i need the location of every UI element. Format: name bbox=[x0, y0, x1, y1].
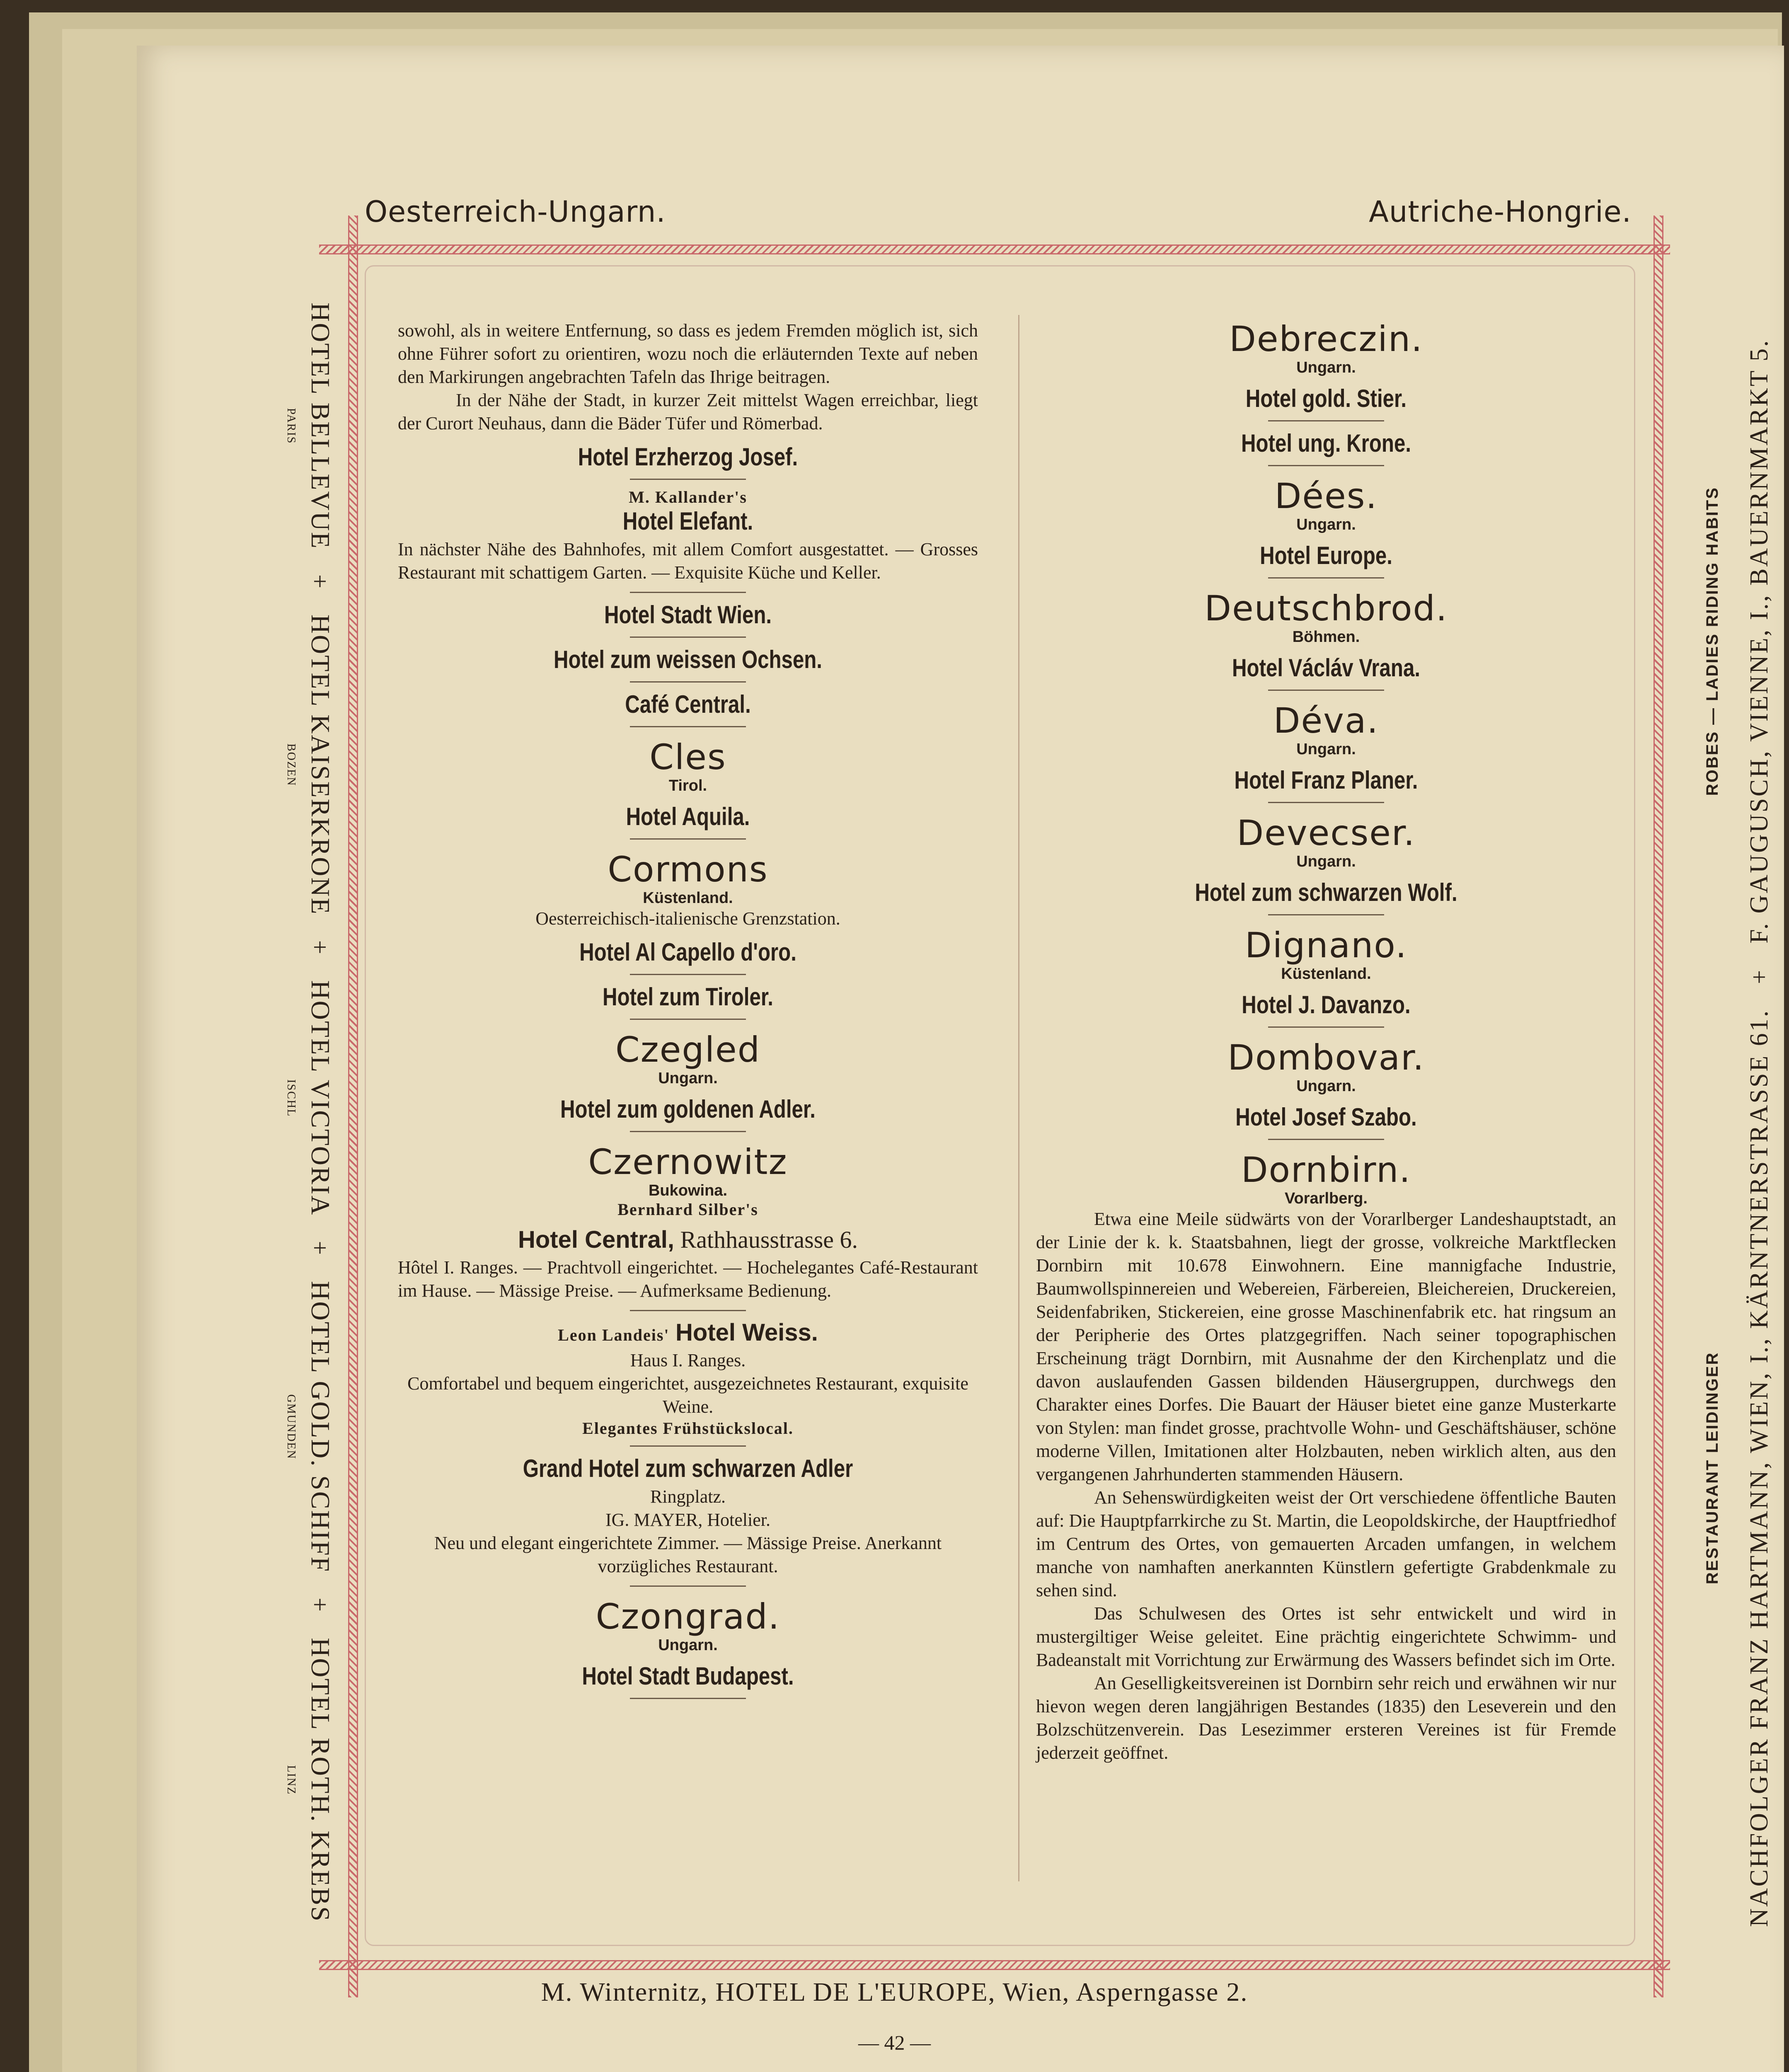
margin-ad-name: HOTEL KAISERKRONE bbox=[306, 614, 335, 915]
town-cles: Cles bbox=[649, 737, 726, 777]
rule bbox=[630, 681, 746, 683]
rule bbox=[630, 838, 746, 840]
rule bbox=[630, 1310, 746, 1311]
rule bbox=[630, 1698, 746, 1699]
rule bbox=[1268, 577, 1384, 579]
intro-paragraph: sowohl, als in weitere Entfernung, so dass es jedem Fremden möglich ist, sich ohne Führer sofort zu orientiren, wozu noch die erläuternden Texte auf neben den Markirungen angebrachten Tafeln das Ihrige beitragen. bbox=[398, 320, 978, 387]
owner-silber: Bernhard Silber's bbox=[617, 1200, 758, 1219]
column-divider bbox=[1018, 315, 1019, 1881]
margin-ad-name: HOTEL ROTH. KREBS bbox=[306, 1638, 335, 1922]
region-cormons: Küstenland. bbox=[643, 889, 733, 907]
frame-right bbox=[1653, 215, 1663, 1997]
town-czongrad: Czongrad. bbox=[596, 1596, 780, 1637]
rule bbox=[630, 974, 746, 975]
hotel-stadt-wien: Hotel Stadt Wien. bbox=[604, 601, 772, 629]
frame-left bbox=[348, 215, 358, 1997]
central-description: Hôtel I. Ranges. — Prachtvoll eingerichtet. — Hochelegantes Café-Restaurant im Hause. — Mässige Preise. — Aufmerksame Bedienung. bbox=[398, 1257, 978, 1301]
margin-ad-gaugusch bbox=[1703, 339, 1774, 944]
town-cormons: Cormons bbox=[608, 849, 768, 890]
margin-ad-city: GMUNDEN bbox=[285, 1394, 298, 1460]
hotel-aquila: Hotel Aquila. bbox=[626, 803, 750, 830]
rule bbox=[1268, 802, 1384, 803]
central-address: Rathhausstrasse 6. bbox=[680, 1226, 858, 1253]
adler-description: Neu und elegant eingerichtete Zimmer. — Mässige Preise. Anerkannt vorzügliches Restaurant. bbox=[434, 1533, 942, 1576]
hotel-erzherzog: Hotel Erzherzog Josef. bbox=[578, 443, 798, 471]
region-dees: Ungarn. bbox=[1296, 516, 1356, 533]
town-deutschbrod: Deutschbrod. bbox=[1204, 588, 1448, 629]
town-devecser: Devecser. bbox=[1237, 813, 1416, 853]
rule bbox=[1268, 1139, 1384, 1140]
region-devecser: Ungarn. bbox=[1296, 853, 1356, 870]
region-dornbirn: Vorarlberg. bbox=[1285, 1190, 1368, 1207]
hotel-central-line bbox=[398, 1226, 978, 1254]
region-dignano: Küstenland. bbox=[1281, 965, 1371, 983]
rule bbox=[630, 1131, 746, 1132]
rule bbox=[630, 1019, 746, 1020]
left-column bbox=[398, 319, 978, 1706]
margin-ad-gold-schiff bbox=[285, 1281, 336, 1573]
cross-ornament: + bbox=[306, 1598, 334, 1613]
margin-ad-text: F. GAUGUSCH, VIENNE, I., BAUERNMARKT 5. bbox=[1745, 339, 1773, 944]
margin-ad-text: NACHFOLGER FRANZ HARTMANN, WIEN, I., KÄRNTNERSTRASSE 61. bbox=[1745, 1009, 1773, 1927]
intro-paragraph-2: In der Nähe der Stadt, in kurzer Zeit mittelst Wagen erreichbar, liegt der Curort Neuhaus, dann die Bäder Tüfer und Römerbad. bbox=[398, 390, 978, 433]
margin-ad-victoria bbox=[285, 980, 336, 1216]
page-number: — 42 — bbox=[858, 2031, 931, 2054]
town-dornbirn: Dornbirn. bbox=[1241, 1150, 1411, 1190]
cross-ornament: + bbox=[306, 574, 334, 590]
town-debreczin: Debreczin. bbox=[1229, 319, 1423, 359]
rule bbox=[630, 637, 746, 638]
weiss-extra: Elegantes Frühstückslocal. bbox=[582, 1419, 794, 1438]
hotel-wolf: Hotel zum schwarzen Wolf. bbox=[1195, 879, 1457, 906]
hotel-weiss: Hotel Weiss. bbox=[675, 1319, 818, 1346]
hotel-vrana: Hotel Václáv Vrana. bbox=[1232, 654, 1420, 682]
hotel-budapest: Hotel Stadt Budapest. bbox=[582, 1662, 794, 1690]
margin-ad-tag: RESTAURANT LEIDINGER bbox=[1703, 1351, 1721, 1585]
rule bbox=[1268, 420, 1384, 421]
hotel-stier: Hotel gold. Stier. bbox=[1245, 385, 1407, 412]
hotel-krone: Hotel ung. Krone. bbox=[1241, 429, 1411, 457]
hotel-davanzo: Hotel J. Davanzo. bbox=[1242, 991, 1411, 1019]
margin-ad-name: HOTEL GOLD. SCHIFF bbox=[306, 1281, 335, 1573]
hotel-szabo: Hotel Josef Szabo. bbox=[1235, 1103, 1417, 1131]
margin-ad-city: PARIS bbox=[285, 408, 298, 444]
rule bbox=[1268, 914, 1384, 915]
frame-bottom bbox=[319, 1960, 1670, 1970]
margin-ad-roth-krebs bbox=[285, 1638, 336, 1922]
town-deva: Déva. bbox=[1273, 700, 1379, 741]
footer-ad: M. Winternitz, HOTEL DE L'EUROPE, Wien, Asperngasse 2. bbox=[541, 1977, 1248, 2007]
dornbirn-paragraph-3: Das Schulwesen des Ortes ist sehr entwickelt und wird in mustergiltiger Weise geleitet. Eine prächtig eingerichtete Schwimm- und Badeanstalt mit Vorrichtung zur Erwärmung des Wassers befindet sich im Orte. bbox=[1036, 1603, 1616, 1670]
left-margin-ads bbox=[285, 303, 336, 1947]
cross-ornament: + bbox=[306, 1241, 334, 1256]
hotel-ochsen: Hotel zum weissen Ochsen. bbox=[553, 646, 822, 673]
cafe-central: Café Central. bbox=[625, 690, 751, 718]
hotel-goldenen-adler: Hotel zum goldenen Adler. bbox=[560, 1095, 816, 1123]
adler-address: Ringplatz. bbox=[650, 1486, 726, 1507]
hotel-elefant: Hotel Elefant. bbox=[622, 507, 753, 535]
weiss-description: Comfortabel und bequem eingerichtet, ausgezeichnetes Restaurant, exquisite Weine. bbox=[407, 1373, 968, 1417]
hotel-planer: Hotel Franz Planer. bbox=[1234, 766, 1418, 794]
running-head-left: Oesterreich-Ungarn. bbox=[365, 195, 666, 229]
rule bbox=[1268, 465, 1384, 466]
cross-ornament: + bbox=[306, 940, 334, 956]
rule bbox=[1268, 690, 1384, 691]
town-dombovar: Dombovar. bbox=[1227, 1037, 1425, 1078]
margin-ad-leidinger bbox=[1703, 1009, 1774, 1927]
margin-ad-city: LINZ bbox=[285, 1765, 298, 1795]
hotel-central: Hotel Central, bbox=[518, 1226, 675, 1253]
town-dees: Dées. bbox=[1274, 476, 1378, 516]
margin-ad-city: ISCHL bbox=[285, 1079, 298, 1117]
hotel-weiss-line bbox=[398, 1319, 978, 1346]
town-czegled: Czegled bbox=[615, 1029, 761, 1070]
right-column bbox=[1036, 319, 1616, 1765]
rule bbox=[630, 1445, 746, 1447]
region-deutschbrod: Böhmen. bbox=[1292, 628, 1360, 646]
town-czernowitz: Czernowitz bbox=[588, 1142, 788, 1182]
cormons-note: Oesterreichisch-italienische Grenzstation. bbox=[535, 908, 840, 929]
region-dombovar: Ungarn. bbox=[1296, 1077, 1356, 1095]
rule bbox=[630, 592, 746, 593]
margin-ad-name: HOTEL BELLEVUE bbox=[306, 303, 335, 549]
rule bbox=[630, 726, 746, 727]
town-dignano: Dignano. bbox=[1245, 925, 1407, 966]
rule bbox=[630, 479, 746, 480]
elefant-description: In nächster Nähe des Bahnhofes, mit allem Comfort ausgestattet. — Grosses Restaurant mit schattigem Garten. — Exquisite Küche und Keller. bbox=[398, 539, 978, 583]
running-head-right: Autriche-Hongrie. bbox=[1369, 195, 1632, 229]
margin-ad-tag: ROBES — LADIES RIDING HABITS bbox=[1703, 487, 1721, 796]
region-czernowitz: Bukowina. bbox=[648, 1182, 728, 1199]
margin-ad-bellevue bbox=[285, 303, 336, 549]
owner-landeis: Leon Landeis' bbox=[558, 1326, 670, 1344]
weiss-rank: Haus I. Ranges. bbox=[630, 1350, 746, 1370]
cross-ornament: + bbox=[1745, 968, 1773, 984]
region-deva: Ungarn. bbox=[1296, 741, 1356, 758]
hotel-grand-adler: Grand Hotel zum schwarzen Adler bbox=[523, 1455, 853, 1482]
region-czongrad: Ungarn. bbox=[658, 1636, 718, 1654]
region-czegled: Ungarn. bbox=[658, 1070, 718, 1087]
rule bbox=[630, 1585, 746, 1587]
frame-top bbox=[319, 244, 1670, 254]
dornbirn-paragraph-1: Etwa eine Meile südwärts von der Vorarlberger Landeshauptstadt, an der Linie der k. k. Staatsbahnen, liegt der grosse, volkreiche Marktflecken Dornbirn mit 10.678 Einwohnern. Eine mannigfache Industrie, Baumwollspinnereien und Webereien, Färbereien, Bleichereien, Druckereien, Seidenfabriken, Stickereien, eine grosse Maschinenfabrik etc. hat ringsum an der Peripherie des Ortes platzgegriffen. Nach seiner topographischen Erscheinung trägt Dornbirn, mit Ausnahme der den Kirchenplatz und die davon auslaufenden Gassen bildenden Häusergruppen, durchwegs den Charakter eines Dorfes. Die Bauart der Häuser bietet eine ganze Musterkarte von Stylen: man findet grosse, prachtvolle Wohn- und Geschäftshäuser, schöne moderne Villen, Imitationen alter Holzbauten, neben wirklich alten, aus den vergangenen Jahrhunderten stammenden Häusern. bbox=[1036, 1209, 1616, 1484]
owner-kallander: M. Kallander's bbox=[629, 488, 747, 506]
margin-ad-name: HOTEL VICTORIA bbox=[306, 980, 335, 1216]
dornbirn-paragraph-2: An Sehenswürdigkeiten weist der Ort verschiedene öffentliche Bauten auf: Die Hauptpfarrkirche zu St. Martin, die Leopoldskirche, der Hauptfriedhof im Centrum des Ortes, von gemauerten Arcaden umfangen, in welchem manche von namhaften anerkannten Künstlern gefertigte Grabdenkmale zu sehen sind. bbox=[1036, 1487, 1616, 1600]
rule bbox=[1268, 1026, 1384, 1028]
hotel-capello: Hotel Al Capello d'oro. bbox=[579, 938, 796, 966]
hotel-europe: Hotel Europe. bbox=[1260, 542, 1392, 569]
region-debreczin: Ungarn. bbox=[1296, 359, 1356, 376]
dornbirn-paragraph-4: An Geselligkeitsvereinen ist Dornbirn sehr reich und erwähnen wir nur hievon wegen deren langjährigen Bestandes (1835) den Leseverein und den Bolzschützenverein. Das Lesezimmer ersteren Vereines ist für Fremde jederzeit geöffnet. bbox=[1036, 1673, 1616, 1763]
right-margin-ads bbox=[1703, 314, 1774, 1927]
margin-ad-city: BOZEN bbox=[285, 743, 298, 787]
hotel-tiroler: Hotel zum Tiroler. bbox=[603, 983, 773, 1011]
region-cles: Tirol. bbox=[668, 777, 707, 794]
adler-owner: IG. MAYER, Hotelier. bbox=[605, 1510, 771, 1530]
margin-ad-kaiserkrone bbox=[285, 614, 336, 915]
